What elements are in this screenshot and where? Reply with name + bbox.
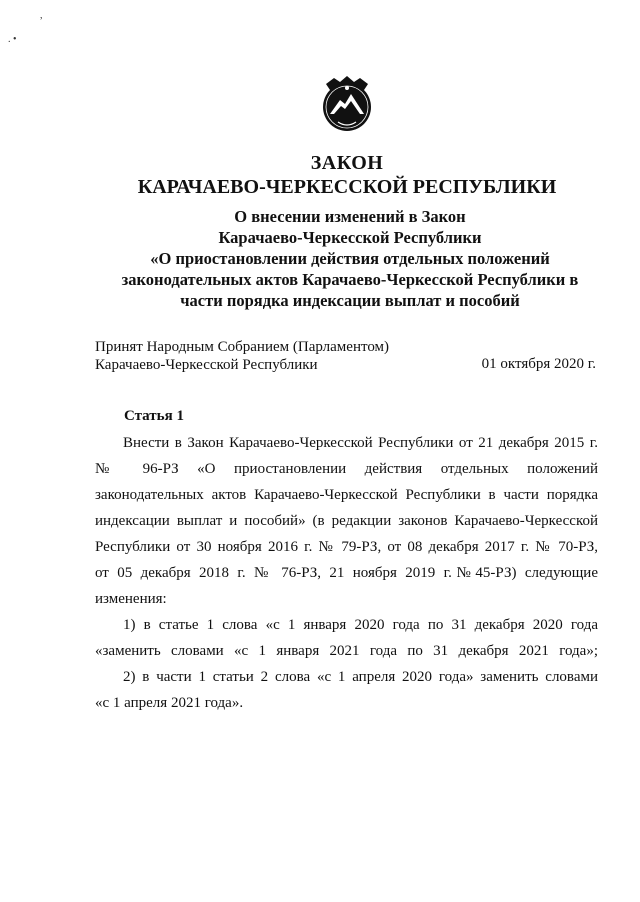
adoption-line: Карачаево-Черкесской Республики xyxy=(95,357,318,373)
text-line: от 05 декабря 2018 г. № 76-РЗ, 21 ноября 2019 г.№45-РЗ) следующие xyxy=(95,565,598,581)
text-line: законодательных актов Карачаево-Черкесской Республики в части порядка xyxy=(95,487,598,503)
text-line: «с 1 апреля 2021 года». xyxy=(95,695,244,711)
republic-title: КАРАЧАЕВО-ЧЕРКЕССКОЙ РЕСПУБЛИКИ xyxy=(137,176,557,198)
adoption-statement xyxy=(95,338,389,374)
subtitle-line: законодательных актов Карачаево-Черкесской Республики в xyxy=(121,270,579,289)
text-line: Республики от 30 ноября 2016 г. № 79-РЗ, от 08 декабря 2017 г. № 70-РЗ, xyxy=(95,539,598,555)
law-title: ЗАКОН xyxy=(310,152,384,174)
article-body xyxy=(95,430,598,716)
law-subtitle xyxy=(95,206,605,311)
subtitle-line: «О приостановлении действия отдельных положений xyxy=(150,249,550,268)
text-line: «заменить словами «с 1 января 2021 года по 31 декабря 2021 года»; xyxy=(95,643,598,659)
text-line: 2) в части 1 статьи 2 слова «с 1 апреля 2020 года» заменить словами xyxy=(123,669,598,685)
scan-mark: . • xyxy=(8,34,17,45)
text-line: изменения: xyxy=(95,591,167,607)
text-line: № 96-РЗ «О приостановлении действия отдельных положений xyxy=(95,461,598,477)
subtitle-line: части порядка индексации выплат и пособий xyxy=(180,291,520,310)
subtitle-line: Карачаево-Черкесской Республики xyxy=(218,228,482,247)
scan-mark: , xyxy=(40,10,43,21)
subtitle-line: О внесении изменений в Закон xyxy=(234,207,466,226)
adoption-line: Принят Народным Собранием (Парламентом) xyxy=(95,339,390,355)
text-line: индексации выплат и пособий» (в редакции законов Карачаево-Черкесской xyxy=(95,513,598,529)
article-heading: Статья 1 xyxy=(124,408,184,424)
coat-of-arms-emblem xyxy=(316,70,378,134)
text-line: 1) в статье 1 слова «с 1 января 2020 года по 31 декабря 2020 года xyxy=(123,617,598,633)
text-line: Внести в Закон Карачаево-Черкесской Республики от 21 декабря 2015 г. xyxy=(123,435,598,451)
adoption-date: 01 октября 2020 г. xyxy=(481,356,596,372)
